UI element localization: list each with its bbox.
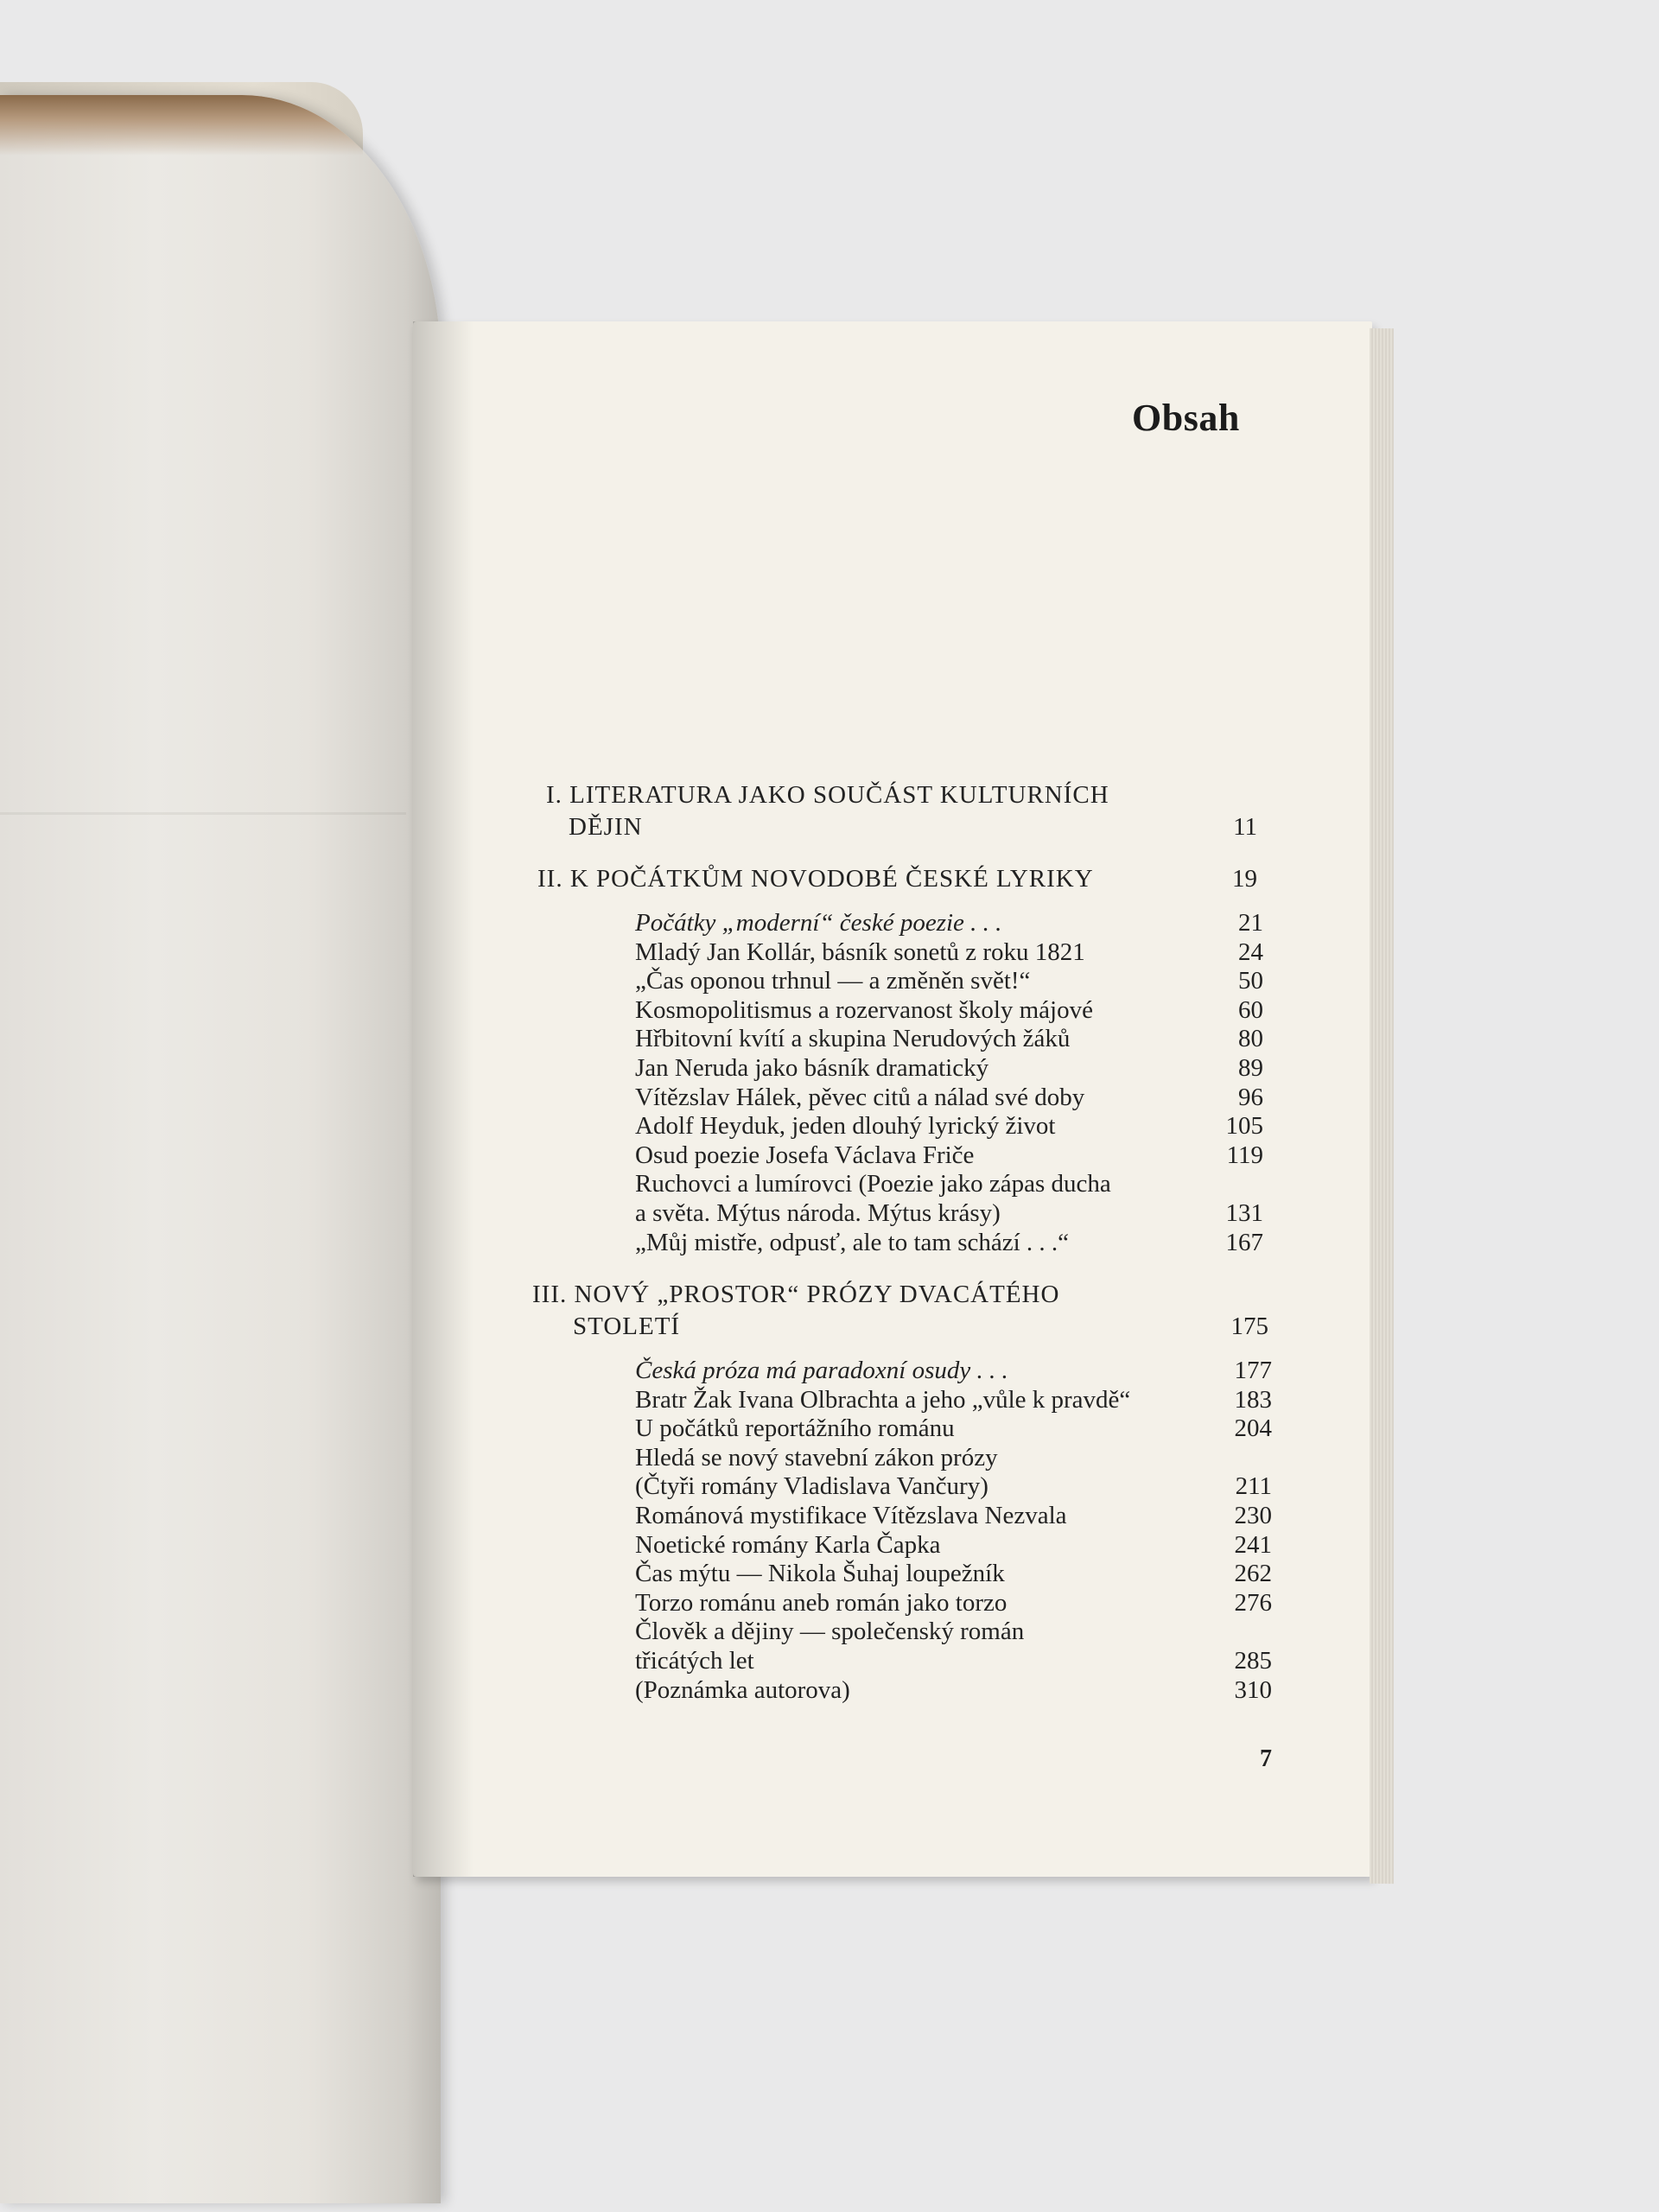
toc-entry-title: Mladý Jan Kollár, básník sonetů z roku 1821 — [635, 938, 1085, 966]
toc-entry-page-number: 285 — [1234, 1647, 1272, 1675]
section-page-number: 175 — [1230, 1313, 1268, 1340]
toc-entry-page-number: 96 — [1238, 1083, 1263, 1111]
toc-entry-title: Torzo románu aneb román jako torzo — [635, 1588, 1007, 1617]
toc-entry-page-number: 204 — [1234, 1414, 1272, 1443]
toc-entry-page-number: 230 — [1234, 1502, 1272, 1529]
toc-entry-page-number: 50 — [1238, 967, 1263, 995]
toc-entry-title: U počátků reportážního románu — [635, 1414, 955, 1443]
toc-entry-title: Vítězslav Hálek, pěvec citů a nálad své doby — [635, 1083, 1085, 1111]
toc-entry-title: Jan Neruda jako básník dramatický — [635, 1054, 989, 1082]
section-heading: II. K POČÁTKŮM NOVODOBÉ ČESKÉ LYRIKY — [537, 865, 1094, 893]
section-page-number: 19 — [1232, 865, 1257, 893]
toc-entry-page-number: 211 — [1235, 1472, 1272, 1501]
toc-entry-page-number: 80 — [1238, 1025, 1263, 1053]
toc-entry-page-number: 310 — [1234, 1675, 1272, 1704]
toc-entry-page-number: 262 — [1234, 1560, 1272, 1588]
toc-entry-page-number: 60 — [1238, 995, 1263, 1024]
toc-entry-page-number: 241 — [1234, 1530, 1272, 1559]
toc-entry-title: Románová mystifikace Vítězslava Nezvala — [635, 1502, 1067, 1529]
toc-entry-title: (Čtyři romány Vladislava Vančury) — [635, 1472, 988, 1501]
toc-entry-title: Kosmopolitismus a rozervanost školy májové — [635, 995, 1093, 1024]
toc-entry-page-number: 119 — [1226, 1141, 1263, 1169]
toc-entry-page-number: 167 — [1225, 1228, 1263, 1256]
toc-entry-title: „Můj mistře, odpusť, ale to tam schází . . .“ — [635, 1228, 1070, 1256]
toc-entry-title: Česká próza má paradoxní osudy . . . — [635, 1357, 1008, 1384]
toc-entry-page-number: 131 — [1225, 1199, 1263, 1227]
toc-entry-title: Noetické romány Karla Čapka — [635, 1530, 941, 1559]
toc-entry-page-number: 183 — [1234, 1385, 1272, 1414]
section-heading: STOLETÍ — [573, 1313, 681, 1340]
toc-entry-title: Hřbitovní kvítí a skupina Nerudových žáků — [635, 1025, 1071, 1053]
page-title: Obsah — [1132, 397, 1240, 439]
toc-entry-title: Osud poezie Josefa Václava Friče — [635, 1141, 975, 1169]
section-page-number: 11 — [1233, 813, 1257, 841]
toc-entry-title: Bratr Žak Ivana Olbrachta a jeho „vůle k pravdě“ — [635, 1385, 1131, 1414]
toc-entry-page-number: 276 — [1234, 1588, 1272, 1617]
toc-entry-title: Adolf Heyduk, jeden dlouhý lyrický život — [635, 1112, 1056, 1141]
section-heading: III. NOVÝ „PROSTOR“ PRÓZY DVACÁTÉHO — [532, 1281, 1060, 1308]
toc-entry-title: Počátky „moderní“ české poezie . . . — [635, 909, 1002, 937]
toc-entry-title: Čas mýtu — Nikola Šuhaj loupežník — [635, 1560, 1005, 1588]
page-number: 7 — [1260, 1745, 1272, 1772]
toc-entry-title: a světa. Mýtus národa. Mýtus krásy) — [635, 1199, 1001, 1227]
toc-entry-title: Hledá se nový stavební zákon prózy — [635, 1443, 998, 1471]
section-heading: I. LITERATURA JAKO SOUČÁST KULTURNÍCH — [546, 781, 1109, 809]
toc-entry-page-number: 24 — [1238, 938, 1263, 966]
toc-entry-page-number: 21 — [1238, 909, 1263, 937]
toc-entry-title: „Čas oponou trhnul — a změněn svět!“ — [635, 967, 1031, 995]
toc-entry-title: Člověk a dějiny — společenský román — [635, 1618, 1025, 1646]
toc-entry-page-number: 177 — [1234, 1357, 1272, 1384]
toc-entry-page-number: 89 — [1238, 1054, 1263, 1082]
toc-entry-title: třicátých let — [635, 1647, 754, 1675]
toc-entry-title: (Poznámka autorova) — [635, 1675, 850, 1704]
section-heading: DĚJIN — [569, 813, 643, 841]
toc-entry-page-number: 105 — [1225, 1112, 1263, 1141]
toc-entry-title: Ruchovci a lumírovci (Poezie jako zápas ducha — [635, 1170, 1111, 1198]
